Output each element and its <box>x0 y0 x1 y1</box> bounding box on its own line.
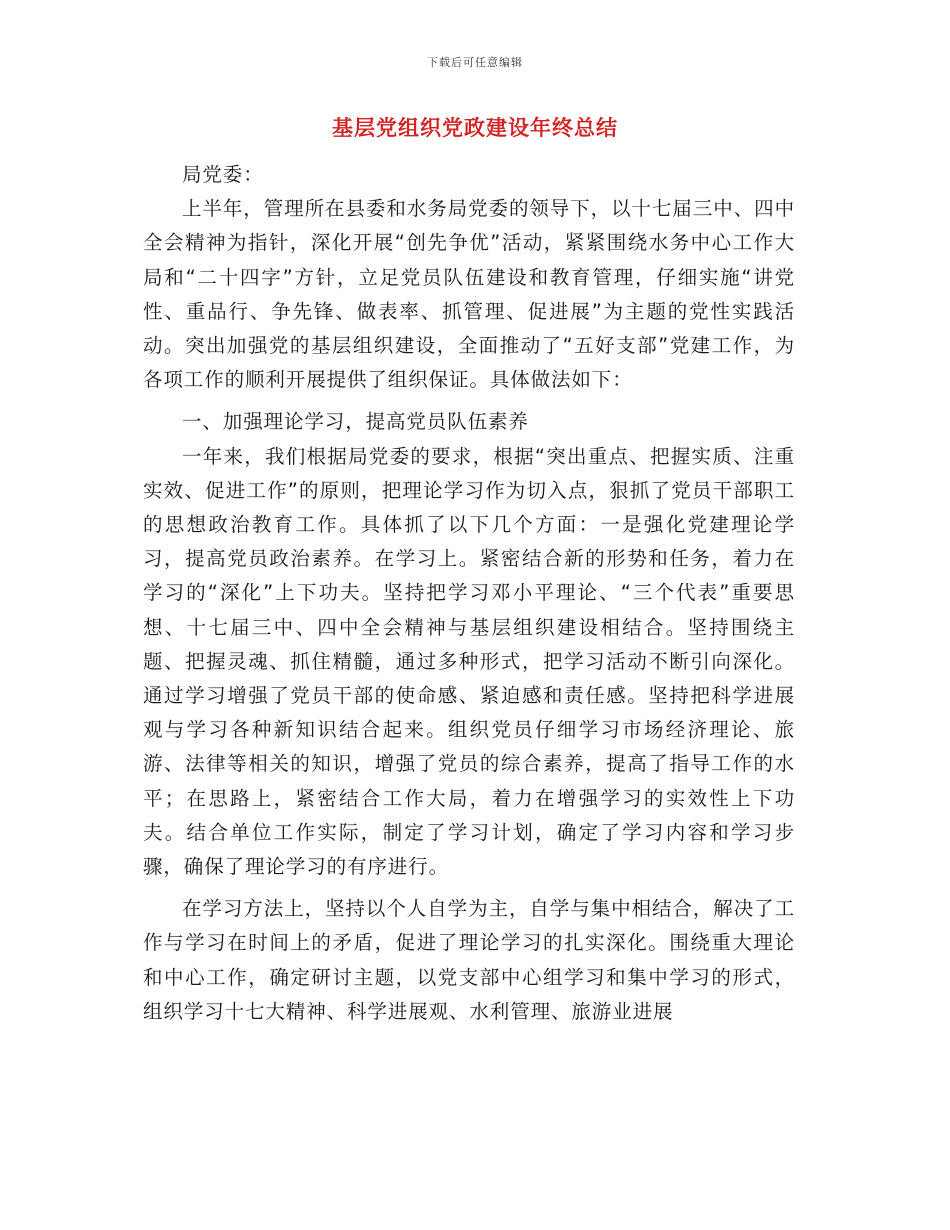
salutation: 局党委： <box>182 163 264 186</box>
paragraph-study-method: 在学习方法上，坚持以个人自学为主，自学与集中相结合，解决了工作与学习在时间上的矛盾，促进了理论学习的扎实深化。围绕重大理论和中心工作，确定研讨主题，以党支部中心组学习和集中学习的形式，组织学习十七大精神、科学进展观、水利管理、旅游业进展 <box>143 897 795 1023</box>
page-header-note: 下载后可任意编辑 <box>427 56 523 69</box>
document-title: 基层党组织党政建设年终总结 <box>332 115 618 140</box>
document-body <box>143 158 795 1029</box>
paragraph-intro: 上半年，管理所在县委和水务局党委的领导下，以十七届三中、四中全会精神为指针，深化开展“创先争优”活动，紧紧围绕水务中心工作大局和“二十四字”方针，立足党员队伍建设和教育管理，仔细实施“讲党性、重品行、争先锋、做表率、抓管理、促进展”为主题的党性实践活动。突出加强党的基层组织建设，全面推动了“五好支部”党建工作，为各项工作的顺利开展提供了组织保证。具体做法如下： <box>143 197 795 392</box>
paragraph-section-1: 一年来，我们根据局党委的要求，根据“突出重点、把握实质、注重实效、促进工作”的原则，把理论学习作为切入点，狠抓了党员干部职工的思想政治教育工作。具体抓了以下几个方面：一是强化党建理论学习，提高党员政治素养。在学习上。紧密结合新的形势和任务，着力在学习的“深化”上下功夫。坚持把学习邓小平理论、“三个代表”重要思想、十七届三中、四中全会精神与基层组织建设相结合。坚持围绕主题、把握灵魂、抓住精髓，通过多种形式，把学习活动不断引向深化。通过学习增强了党员干部的使命感、紧迫感和责任感。坚持把科学进展观与学习各种新知识结合起来。组织党员仔细学习市场经济理论、旅游、法律等相关的知识，增强了党员的综合素养，提高了指导工作的水平；在思路上，紧密结合工作大局，着力在增强学习的实效性上下功夫。结合单位工作实际，制定了学习计划，确定了学习内容和学习步骤，确保了理论学习的有序进行。 <box>143 444 795 879</box>
section-heading-1: 一、加强理论学习，提高党员队伍素养 <box>182 410 529 434</box>
